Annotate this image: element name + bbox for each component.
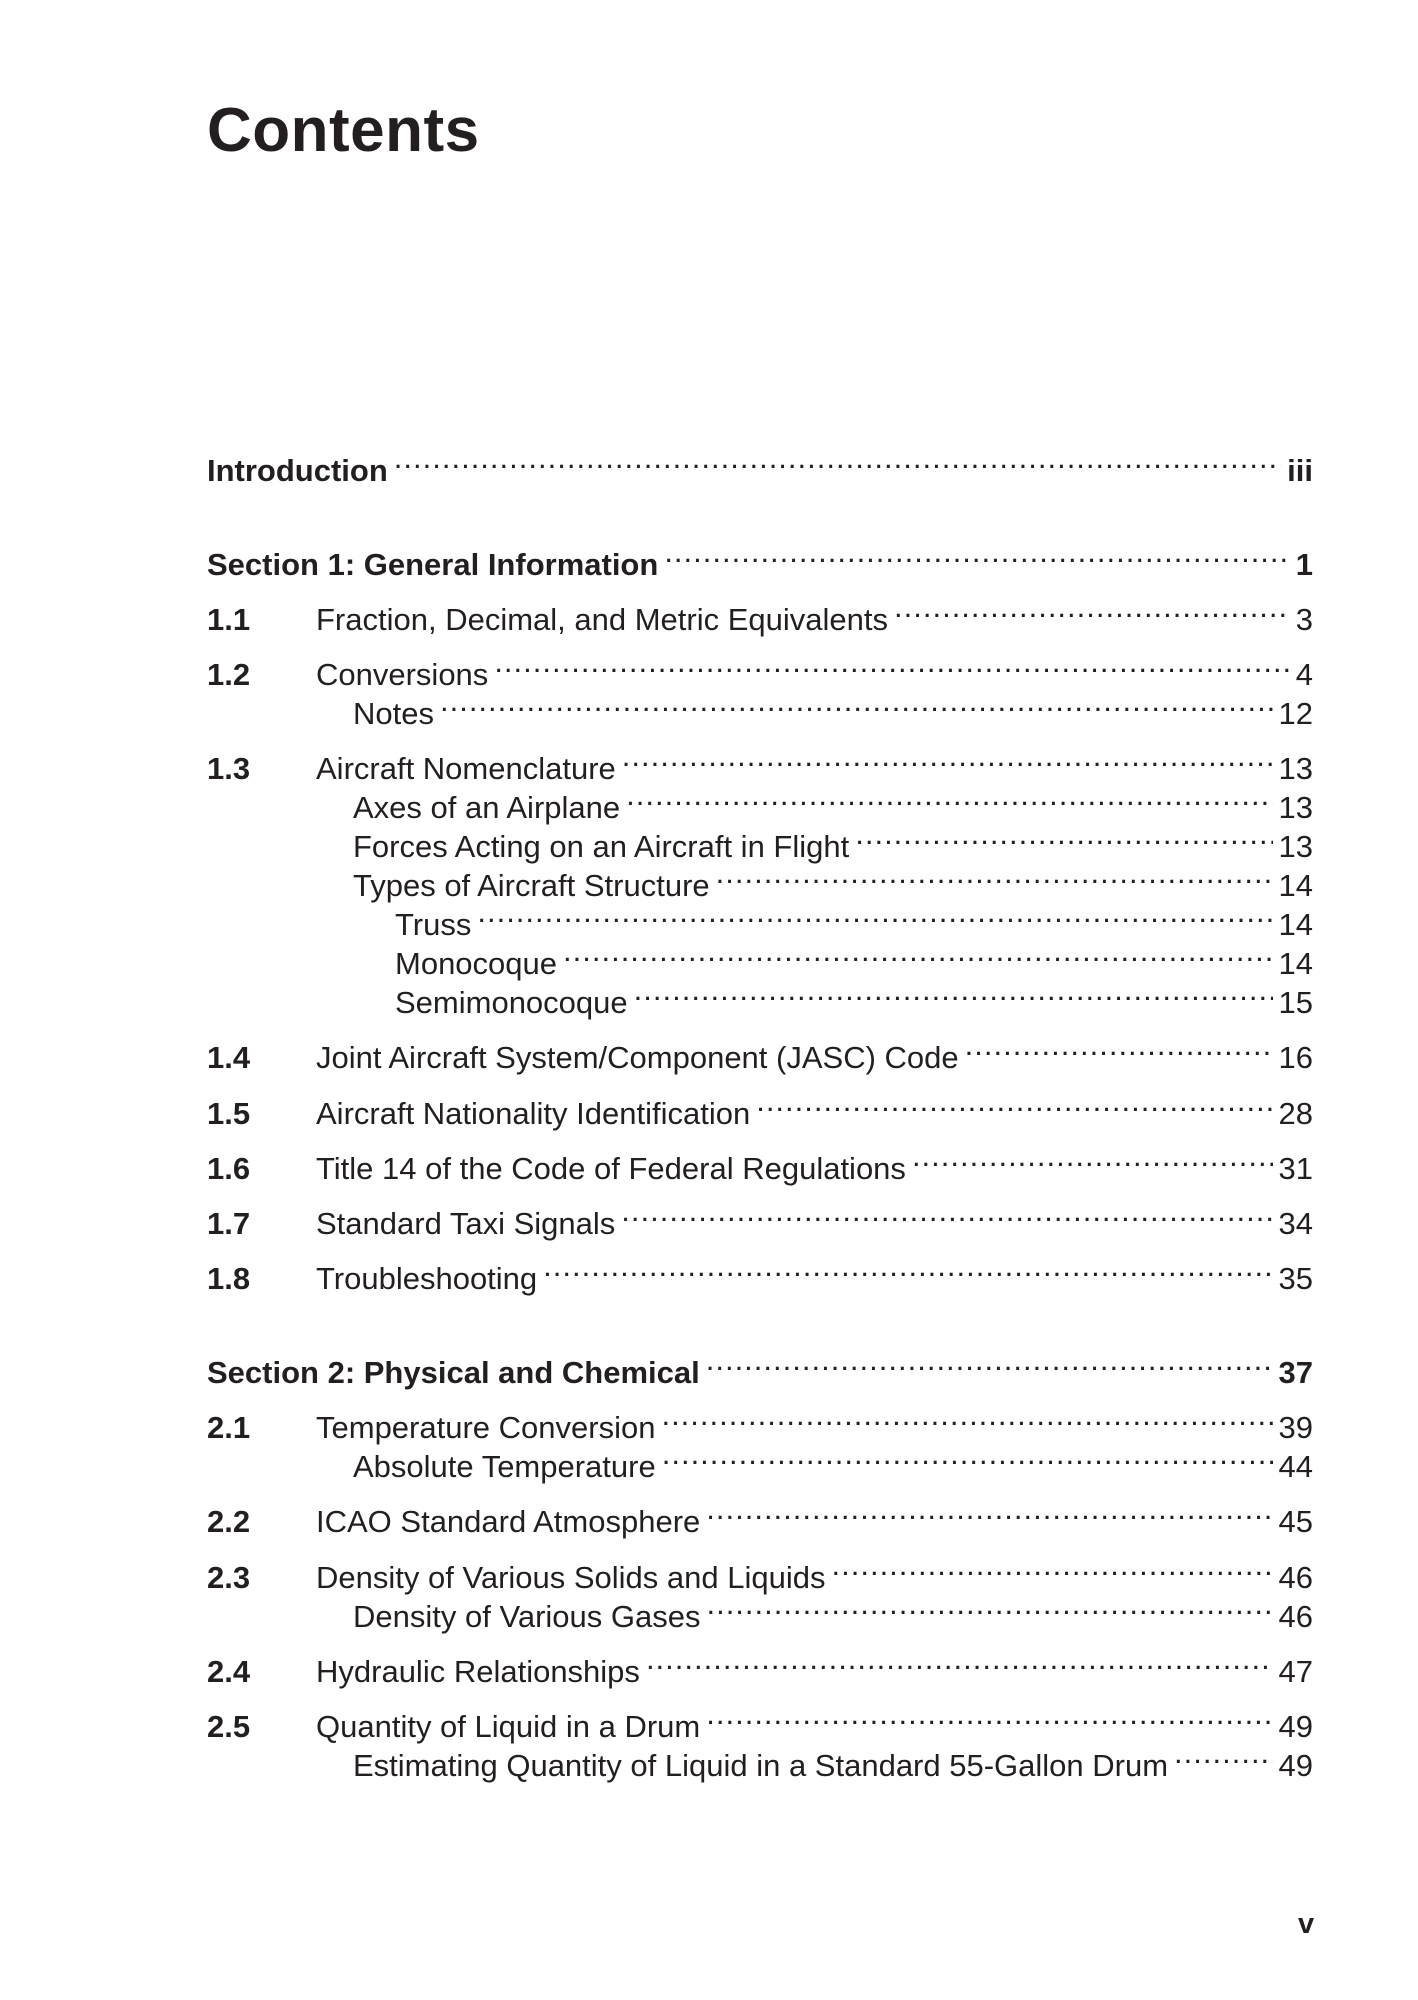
dot-leader [477, 895, 1272, 935]
toc-entry-page: 16 [1278, 1040, 1313, 1075]
toc-entry-number: 1.8 [207, 1261, 251, 1296]
toc-entry-1-1[interactable] [207, 590, 1313, 640]
toc-entry-title: Section 2: Physical and Chemical [207, 1355, 700, 1390]
toc-entry-page: 49 [1278, 1709, 1313, 1744]
toc-entry-number: 2.1 [207, 1410, 251, 1445]
toc-entry-page: 13 [1278, 790, 1313, 825]
toc-entry-title: Introduction [207, 453, 388, 488]
toc-entry-1-5[interactable] [207, 1084, 1313, 1134]
toc-entry-page: 12 [1278, 696, 1313, 731]
dot-leader [706, 1343, 1273, 1383]
toc-entry-number: 2.5 [207, 1709, 251, 1744]
toc-entry-section-1[interactable] [207, 535, 1313, 585]
dot-leader [965, 1028, 1273, 1068]
toc-entry-2-2[interactable] [207, 1492, 1313, 1542]
toc-entry-page: 45 [1278, 1504, 1313, 1539]
toc-entry-title: Conversions [316, 657, 489, 692]
toc-entry-page: 39 [1278, 1410, 1313, 1445]
toc-entry-page: 1 [1295, 547, 1313, 582]
dot-leader [626, 778, 1272, 818]
toc-entry-title: Semimonocoque [395, 985, 628, 1020]
toc-entry-density-gases[interactable] [207, 1587, 1313, 1637]
toc-entry-number: 1.6 [207, 1151, 251, 1186]
dot-leader [634, 973, 1273, 1013]
toc-entry-number: 1.1 [207, 602, 251, 637]
toc-entry-title: Temperature Conversion [316, 1410, 656, 1445]
toc-entry-page: 4 [1295, 657, 1313, 692]
toc-entry-introduction[interactable] [207, 441, 1313, 491]
toc-entry-page: 37 [1278, 1355, 1313, 1390]
toc-entry-title: Notes [353, 696, 434, 731]
toc-entry-1-6[interactable] [207, 1139, 1313, 1189]
dot-leader [1174, 1736, 1272, 1776]
dot-leader [664, 535, 1289, 575]
dot-leader [756, 1084, 1272, 1124]
toc-entry-number: 2.4 [207, 1654, 251, 1689]
dot-leader [662, 1437, 1273, 1477]
toc-entry-title: ICAO Standard Atmosphere [316, 1504, 701, 1539]
dot-leader [646, 1642, 1273, 1682]
toc-entry-page: 44 [1278, 1449, 1313, 1484]
page-title: Contents [207, 96, 480, 165]
toc-entry-number: 2.3 [207, 1560, 251, 1595]
toc-entry-page: 13 [1278, 829, 1313, 864]
toc-entry-title: Estimating Quantity of Liquid in a Standard 55-Gallon Drum [353, 1748, 1169, 1783]
toc-entry-title: Monocoque [395, 946, 558, 981]
toc-entry-title: Aircraft Nationality Identification [316, 1096, 751, 1131]
toc-entry-title: Density of Various Solids and Liquids [316, 1560, 826, 1595]
dot-leader [661, 1398, 1272, 1438]
toc-entry-page: 14 [1278, 946, 1313, 981]
toc-entry-page: 14 [1278, 868, 1313, 903]
toc-entry-notes[interactable] [207, 684, 1313, 734]
toc-entry-page: iii [1287, 453, 1313, 488]
toc-entry-1-4[interactable] [207, 1028, 1313, 1078]
toc-entry-title: Joint Aircraft System/Component (JASC) Code [316, 1040, 959, 1075]
toc-entry-title: Standard Taxi Signals [316, 1206, 616, 1241]
toc-entry-number: 1.4 [207, 1040, 251, 1075]
toc-entry-title: Section 1: General Information [207, 547, 659, 582]
dot-leader [706, 1697, 1272, 1737]
toc-entry-page: 15 [1278, 985, 1313, 1020]
dot-leader [832, 1548, 1273, 1588]
toc-entry-title: Aircraft Nomenclature [316, 751, 616, 786]
dot-leader [622, 739, 1273, 779]
toc-entry-page: 13 [1278, 751, 1313, 786]
dot-leader [494, 645, 1289, 685]
toc-entry-page: 47 [1278, 1654, 1313, 1689]
dot-leader [621, 1194, 1272, 1234]
toc-entry-1-8[interactable] [207, 1249, 1313, 1299]
toc-entry-1-7[interactable] [207, 1194, 1313, 1244]
dot-leader [440, 684, 1273, 724]
toc-entry-page: 49 [1278, 1748, 1313, 1783]
page-number: v [1298, 1908, 1315, 1940]
dot-leader [543, 1249, 1272, 1289]
toc-entry-page: 34 [1278, 1206, 1313, 1241]
toc-entry-estimating-drum[interactable] [207, 1736, 1313, 1786]
dot-leader [716, 856, 1273, 896]
toc-entry-title: Types of Aircraft Structure [353, 868, 710, 903]
toc-entry-title: Density of Various Gases [353, 1599, 701, 1634]
toc-entry-page: 3 [1295, 602, 1313, 637]
toc-entry-title: Axes of an Airplane [353, 790, 621, 825]
toc-entry-page: 14 [1278, 907, 1313, 942]
dot-leader [563, 934, 1273, 974]
toc-entry-page: 28 [1278, 1096, 1313, 1131]
dot-leader [706, 1492, 1272, 1532]
toc-entry-title: Hydraulic Relationships [316, 1654, 640, 1689]
dot-leader [912, 1139, 1273, 1179]
toc-entry-page: 31 [1278, 1151, 1313, 1186]
toc-entry-title: Truss [395, 907, 472, 942]
toc-entry-title: Quantity of Liquid in a Drum [316, 1709, 701, 1744]
toc-entry-title: Fraction, Decimal, and Metric Equivalents [316, 602, 889, 637]
toc-entry-title: Title 14 of the Code of Federal Regulations [316, 1151, 906, 1186]
toc-entry-page: 46 [1278, 1599, 1313, 1634]
toc-entry-page: 46 [1278, 1560, 1313, 1595]
toc-entry-section-2[interactable] [207, 1343, 1313, 1393]
toc-entry-number: 1.3 [207, 751, 251, 786]
toc-entry-number: 1.7 [207, 1206, 251, 1241]
dot-leader [894, 590, 1290, 630]
toc-entry-number: 1.2 [207, 657, 251, 692]
toc-entry-title: Troubleshooting [316, 1261, 538, 1296]
toc-entry-absolute-temperature[interactable] [207, 1437, 1313, 1487]
toc-entry-2-4[interactable] [207, 1642, 1313, 1692]
toc-entry-semimonocoque[interactable] [207, 973, 1313, 1023]
toc-entry-page: 35 [1278, 1261, 1313, 1296]
toc-entry-title: Absolute Temperature [353, 1449, 656, 1484]
dot-leader [394, 441, 1281, 481]
toc-entry-title: Forces Acting on an Aircraft in Flight [353, 829, 850, 864]
dot-leader [855, 817, 1272, 857]
toc-entry-number: 1.5 [207, 1096, 251, 1131]
dot-leader [706, 1587, 1272, 1627]
toc-entry-number: 2.2 [207, 1504, 251, 1539]
